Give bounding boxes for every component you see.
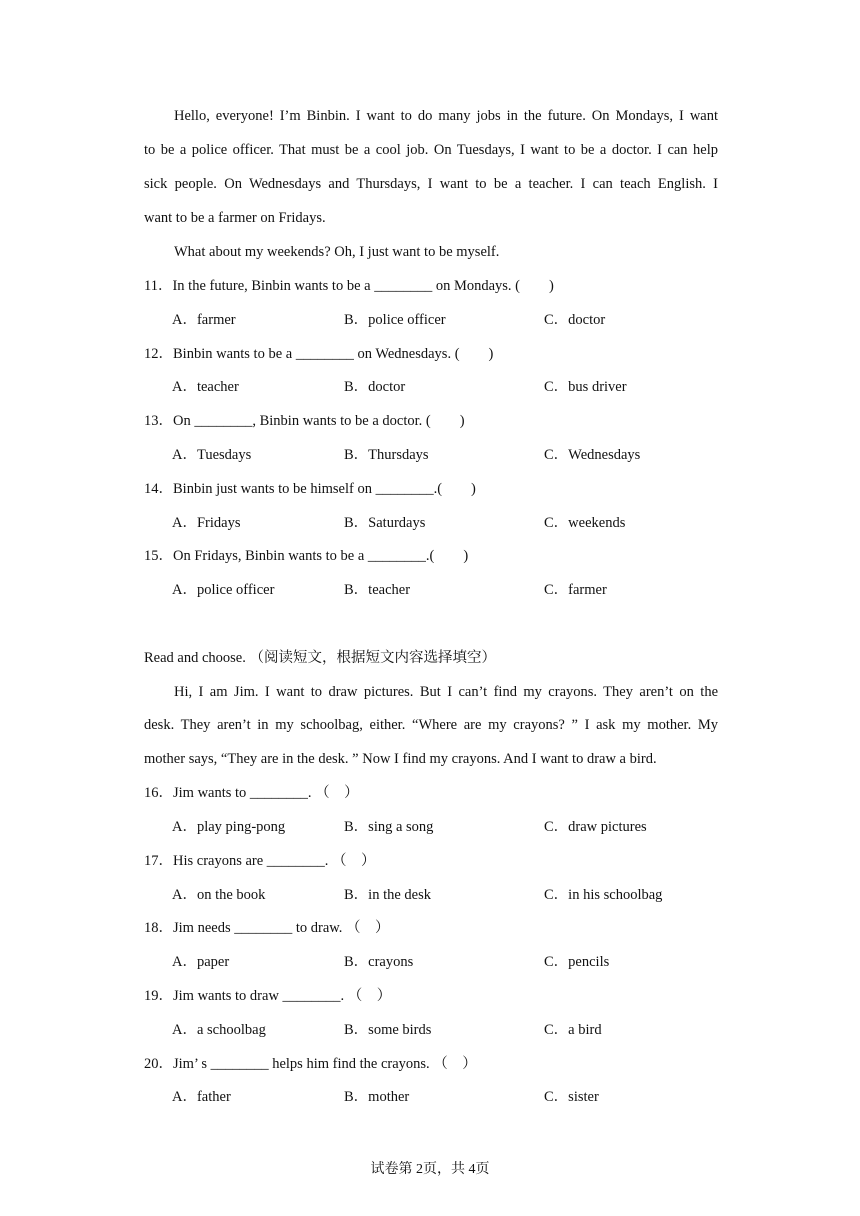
option-a: A．paper [172, 954, 230, 970]
option-a: A．on the book [172, 887, 266, 903]
passage1-line: Hello, everyone! I’m Binbin. I want to do many jobs in the future. On Mondays, I want [174, 108, 718, 124]
passage2-line: desk. They aren’t in my schoolbag, either. “Where are my crayons? ” I ask my mother. My [144, 717, 718, 733]
question-stem: 11．In the future, Binbin wants to be a ________ on Mondays. ( ) [144, 278, 554, 294]
option-c: C．pencils [544, 954, 610, 970]
question-stem: 16．Jim wants to ________. （ ） [144, 785, 359, 801]
question-stem: 12．Binbin wants to be a ________ on Wednesdays. ( ) [144, 346, 494, 362]
option-a: A．Tuesdays [172, 447, 252, 463]
option-b: B．some birds [344, 1022, 432, 1038]
option-a: A．play ping-pong [172, 819, 286, 835]
option-a: A．teacher [172, 379, 239, 395]
option-b: B．Saturdays [344, 515, 426, 531]
question-stem: 17．His crayons are ________. （ ） [144, 853, 376, 869]
option-a: A．father [172, 1089, 231, 1105]
option-c: C．draw pictures [544, 819, 647, 835]
option-c: C．weekends [544, 515, 626, 531]
question-stem: 19．Jim wants to draw ________. （ ） [144, 988, 392, 1004]
option-b: B．police officer [344, 312, 446, 328]
option-b: B．doctor [344, 379, 406, 395]
option-c: C．in his schoolbag [544, 887, 663, 903]
option-b: B．in the desk [344, 887, 431, 903]
passage1-line: want to be a farmer on Fridays. [144, 210, 326, 226]
question-stem: 14．Binbin just wants to be himself on ________.( ) [144, 481, 476, 497]
option-c: C．bus driver [544, 379, 627, 395]
question-stem: 20．Jim’ s ________ helps him find the crayons. （ ） [144, 1056, 477, 1072]
passage2-line: Hi, I am Jim. I want to draw pictures. But I can’t find my crayons. They aren’t on the [174, 684, 718, 700]
option-b: B．mother [344, 1089, 410, 1105]
option-b: B．crayons [344, 954, 414, 970]
passage1-line: sick people. On Wednesdays and Thursdays, I want to be a teacher. I can teach English. I [144, 176, 718, 192]
option-c: C．Wednesdays [544, 447, 641, 463]
option-c: C．a bird [544, 1022, 602, 1038]
question-stem: 18．Jim needs ________ to draw. （ ） [144, 920, 390, 936]
passage1-line: What about my weekends? Oh, I just want to be myself. [174, 244, 500, 260]
option-b: B．Thursdays [344, 447, 429, 463]
passage1-line: to be a police officer. That must be a cool job. On Tuesdays, I want to be a doctor. I can help [144, 142, 718, 158]
question-stem: 15．On Fridays, Binbin wants to be a ________.( ) [144, 548, 469, 564]
option-b: B．sing a song [344, 819, 434, 835]
option-b: B．teacher [344, 582, 411, 598]
option-a: A．police officer [172, 582, 275, 598]
option-c: C．farmer [544, 582, 607, 598]
question-stem: 13．On ________, Binbin wants to be a doctor. ( ) [144, 413, 465, 429]
section-heading: Read and choose. （阅读短文，根据短文内容选择填空） [144, 650, 496, 666]
option-a: A．Fridays [172, 515, 241, 531]
passage2-line: mother says, “They are in the desk. ” Now I find my crayons. And I want to draw a bird. [144, 751, 657, 767]
option-c: C．doctor [544, 312, 606, 328]
option-a: A．a schoolbag [172, 1022, 266, 1038]
page-footer: 试卷第 2页，共 4页 [370, 1162, 490, 1177]
option-a: A．farmer [172, 312, 236, 328]
option-c: C．sister [544, 1089, 599, 1105]
